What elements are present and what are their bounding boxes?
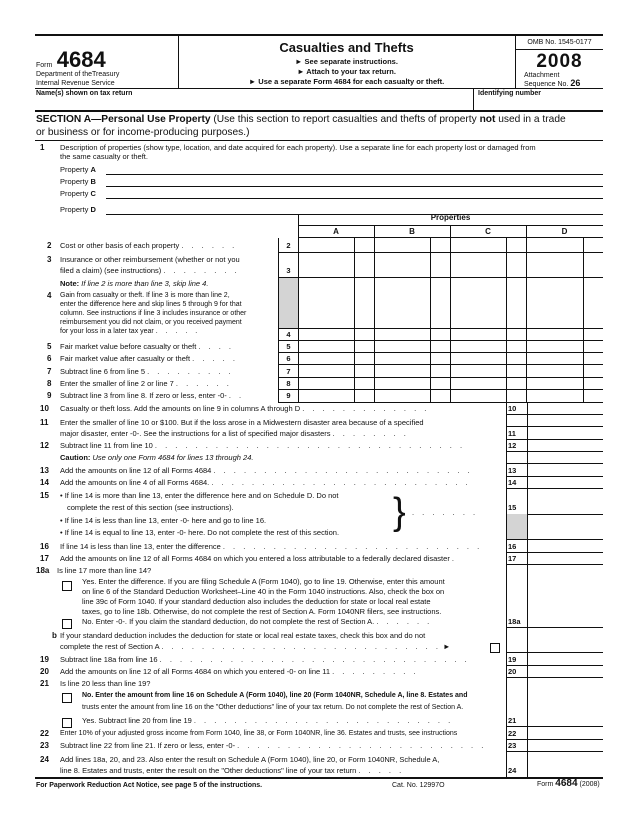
line-4-text-1: Gain from casualty or theft. If line 3 is more than line 2, [60, 292, 230, 299]
line-10-number: 10 [40, 404, 49, 413]
property-c-field[interactable] [106, 198, 603, 199]
line-4-text-5: for your loss in a later tax year . . . . . [60, 328, 201, 335]
box-14: 14 [508, 478, 517, 487]
attachment-label: Attachment [524, 72, 560, 79]
column-d-header: D [561, 227, 568, 236]
identifying-number-field[interactable] [478, 98, 600, 109]
line-4-text-2: enter the difference here and skip lines 5 through 9 for that [60, 301, 242, 308]
line-19-number: 19 [40, 655, 49, 664]
line-15-brace: } [393, 491, 406, 533]
box-20: 20 [508, 667, 517, 676]
line-4-number: 4 [47, 291, 52, 300]
line-18b-text-1: If your standard deduction includes the deduction for state or local real estate taxes, check this box and do not [60, 631, 426, 640]
department: Department of theTreasury [36, 71, 120, 78]
omb-number: OMB No. 1545-0177 [527, 39, 592, 46]
line-18a-yes-2: on line 6 of the Standard Deduction Worksheet–Line 40 in the Form 1040 instructions. Also, check the box on [82, 587, 445, 596]
instruction-3: ► Use a separate Form 4684 for each casualty or theft. [248, 77, 445, 86]
line-18a-yes-checkbox[interactable] [62, 577, 72, 595]
box-23: 23 [508, 741, 517, 750]
names-field[interactable] [36, 98, 469, 109]
line-15-bullet-1: • If line 14 is more than line 13, enter the difference here and on Schedule D. Do not [60, 491, 339, 500]
line-21-number: 21 [40, 679, 49, 688]
column-c-header: C [485, 227, 491, 236]
properties-heading: Properties [430, 213, 471, 222]
line-18a-yes-4: taxes, go to line 18b. Otherwise, do not complete the rest of Section A. Form 1040NR filers, see instructions. [82, 607, 442, 616]
box-21: 21 [508, 716, 517, 725]
line-18b-checkbox[interactable] [490, 639, 500, 657]
line-17-text: Add the amounts on line 12 of all Forms 4684 on which you entered a loss attributable to a federally declared disaster . [60, 554, 458, 563]
line-24-text-2: line 8. Estates and trusts, enter the result on the "Other deductions" line of your tax return . . . . . [60, 766, 405, 775]
irs-label: Internal Revenue Service [36, 80, 115, 87]
line-2-col-d-input[interactable] [527, 239, 583, 252]
box-24: 24 [508, 766, 517, 775]
line-17-number: 17 [40, 554, 49, 563]
line-21-no-1: No. Enter the amount from line 16 on Schedule A (Form 1040), line 20 (Form 1040NR, Schedule A, line 8. Estates and [82, 692, 468, 699]
section-a-not: not [479, 114, 496, 125]
property-c-label: Property C [60, 189, 96, 198]
line-7-number: 7 [47, 367, 52, 376]
property-b-label: Property B [60, 177, 96, 186]
line-5-number: 5 [47, 342, 52, 351]
line-7-text: Subtract line 6 from line 5 . . . . . . . . . [60, 367, 234, 376]
column-b-header: B [409, 227, 415, 236]
form-word: Form [36, 62, 53, 69]
caution-line: Caution: Use only one Form 4684 for lines 13 through 24. [60, 453, 254, 462]
line-18a-number: 18a [36, 566, 50, 575]
box-15: 15 [508, 503, 517, 512]
line-4-text-3: column. See instructions if line 3 includes insurance or other [60, 310, 247, 317]
box-8: 8 [286, 379, 291, 388]
property-d-label: Property D [60, 205, 96, 214]
line-20-text: Add the amounts on line 12 of all Forms 4684 on which you entered -0- on line 11 . . . . . . . . . [60, 667, 419, 676]
line-12-number: 12 [40, 441, 49, 450]
box-17: 17 [508, 554, 517, 563]
line-2-col-a-input[interactable] [299, 239, 354, 252]
line-6-text: Fair market value after casualty or theft . . . . . [60, 354, 238, 363]
line-22-number: 22 [40, 729, 49, 738]
line-3-number: 3 [47, 255, 52, 264]
line-24-number: 24 [40, 755, 49, 764]
box-13: 13 [508, 466, 517, 475]
line-24-text-1: Add lines 18a, 20, and 23. Also enter the result on Schedule A (Form 1040), line 20, or Form 1040NR, Schedule A, [60, 755, 440, 764]
line-21-yes: Yes. Subtract line 20 from line 19 . . . . . . . . . . . . . . . . . . . . . . . . . . [82, 716, 454, 725]
box-18a: 18a [508, 617, 521, 626]
line-23-number: 23 [40, 741, 49, 750]
column-a-header: A [333, 227, 339, 236]
line-22-text: Enter 10% of your adjusted gross income from Form 1040, line 38, or Form 1040NR, line 36. Estates and trusts, see instructions [60, 730, 458, 737]
box-16: 16 [508, 542, 517, 551]
line-9-text: Subtract line 3 from line 8. If zero or less, enter -0- . . [60, 391, 245, 400]
box-22: 22 [508, 729, 517, 738]
box-19: 19 [508, 655, 517, 664]
line-21-no-2: trusts enter the amount from line 16 on the "Other deductions" line of your tax return. Do not complete the rest of Section A. [82, 704, 464, 711]
line-1-text: Description of properties (show type, location, and date acquired for each property). Use a separate line for each property lost or damaged from [60, 143, 536, 152]
line-8-number: 8 [47, 379, 52, 388]
line-23-text: Subtract line 22 from line 21. If zero or less, enter -0- . . . . . . . . . . . . . . . . . . . . . . . . . [60, 741, 487, 750]
line-15-dots: . . . . . . . [412, 508, 479, 517]
line-20-number: 20 [40, 667, 49, 676]
line-18b-text-2: complete the rest of Section A . . . . . . . . . . . . . . . . . . . . . . . . . . . . ► [60, 642, 451, 651]
footer-form: Form 4684 (2008) [537, 778, 600, 789]
line-18a-yes-3: line 39c of Form 1040. If your standard deduction also includes the deduction for state or local real estate [82, 597, 431, 606]
line-18b-number: b [52, 631, 57, 640]
line-1-text-2: the same casualty or theft. [60, 152, 148, 161]
line-14-number: 14 [40, 478, 49, 487]
box-2: 2 [286, 241, 291, 250]
line-11-text-1: Enter the smaller of line 10 or $100. But if the loss arose in a Midwestern disaster area because of a specified [60, 418, 424, 427]
line-5-text: Fair market value before casualty or theft . . . . [60, 342, 234, 351]
line-19-text: Subtract line 18a from line 16 . . . . . . . . . . . . . . . . . . . . . . . . . . . . . . . [60, 655, 470, 664]
line-18a-yes-1: Yes. Enter the difference. If you are filing Schedule A (Form 1040), go to line 19. Otherwise, enter this amount [82, 577, 445, 586]
section-a-desc-line2: or business or for income-producing purposes.) [36, 127, 250, 138]
box-6: 6 [286, 354, 291, 363]
line-14-text: Add the amounts on line 4 of all Forms 4684. . . . . . . . . . . . . . . . . . . . . . . . . . . [60, 478, 471, 487]
note-line: Note: If line 2 is more than line 3, skip line 4. [60, 279, 209, 288]
box-7: 7 [286, 367, 291, 376]
section-a-heading [36, 113, 606, 126]
box-10: 10 [508, 404, 517, 413]
form-number: 4684 [56, 47, 106, 72]
box-9: 9 [286, 391, 291, 400]
catalog-number: Cat. No. 12997O [392, 782, 445, 789]
sequence-label: Sequence No. [524, 81, 569, 88]
line-1-number: 1 [40, 143, 45, 152]
property-a-label: Property A [60, 165, 96, 174]
sequence-number: 26 [570, 78, 581, 88]
box-12: 12 [508, 441, 517, 450]
line-21-no-checkbox[interactable] [62, 689, 72, 707]
line-3-text-1: Insurance or other reimbursement (whether or not you [60, 255, 240, 264]
form-title: Casualties and Thefts [279, 40, 414, 55]
line-15-bullet-3: • If line 14 is equal to line 13, enter -0- here. Do not complete the rest of this section. [60, 528, 340, 537]
line-16-text: If line 14 is less than line 13, enter the difference . . . . . . . . . . . . . . . . . . . . . . . . . . [60, 542, 483, 551]
line-18a-text: Is line 17 more than line 14? [57, 566, 152, 575]
box-5: 5 [286, 342, 291, 351]
tax-year: 2008 [536, 51, 583, 72]
box-3: 3 [286, 266, 291, 275]
line-9-number: 9 [47, 391, 52, 400]
line-6-number: 6 [47, 354, 52, 363]
line-2-number: 2 [47, 241, 52, 250]
line-8-text: Enter the smaller of line 2 or line 7 . . . . . . [60, 379, 232, 388]
property-b-field[interactable] [106, 186, 603, 187]
instruction-1: ► See separate instructions. [295, 57, 398, 66]
line-16-number: 16 [40, 542, 49, 551]
line-3-text-2: filed a claim) (see instructions) . . . . . . . . [60, 266, 240, 275]
section-a-title: SECTION A—Personal Use Property [36, 114, 211, 125]
box-4: 4 [286, 330, 291, 339]
line-2-col-b-input[interactable] [375, 239, 430, 252]
line-13-text: Add the amounts on line 12 of all Forms 4684 . . . . . . . . . . . . . . . . . . . . . . . . . . [60, 466, 473, 475]
section-a-desc-1: (Use this section to report casualties and thefts of property [213, 114, 477, 125]
line-15-shade [507, 514, 527, 539]
box-11: 11 [508, 429, 516, 438]
line-10-text: Casualty or theft loss. Add the amounts on line 9 in columns A through D . . . . . . . . . . . . . [60, 404, 430, 413]
id-label: Identifying number [478, 90, 541, 97]
line-2-col-c-input[interactable] [451, 239, 506, 252]
section-a-desc-2: used in a trade [498, 114, 566, 125]
property-a-field[interactable] [106, 174, 603, 175]
line-11-text-2: major disaster, enter -0-. See the instructions for a list of specified major disasters . . . . . . . . [60, 429, 409, 438]
line-12-text: Subtract line 11 from line 10 . . . . . . . . . . . . . . . . . . . . . . . . . . . . . . . [60, 441, 466, 450]
names-label: Name(s) shown on tax return [36, 90, 133, 97]
paperwork-notice: For Paperwork Reduction Act Notice, see page 5 of the instructions. [36, 782, 263, 789]
line-15-bullet-2: • If line 14 is less than line 13, enter -0- here and go to line 16. [60, 516, 267, 525]
line-21-text: Is line 20 less than line 19? [60, 679, 151, 688]
line-2-text: Cost or other basis of each property . . . . . . [60, 241, 238, 250]
line-15-bullet-1b: complete the rest of this section (see instructions). [67, 503, 234, 512]
instruction-2: ► Attach to your tax return. [297, 67, 396, 76]
line-13-number: 13 [40, 466, 49, 475]
line-4-text-4: reimbursement you did not claim, or you received payment [60, 319, 242, 326]
line-15-number: 15 [40, 491, 49, 500]
line-4-shade [278, 277, 298, 328]
line-11-number: 11 [40, 418, 49, 427]
line-18a-no: No. Enter -0-. If you claim the standard deduction, do not complete the rest of Section A. . . . . . . [82, 617, 433, 626]
